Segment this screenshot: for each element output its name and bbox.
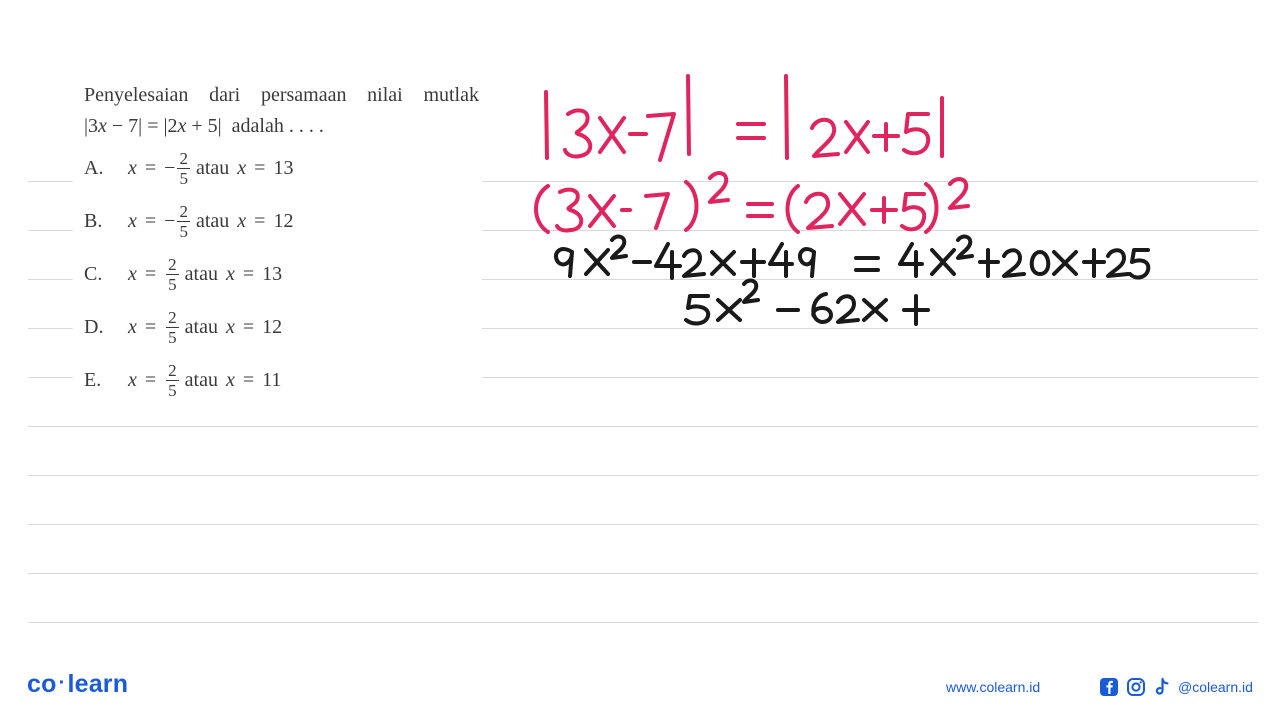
fraction-denominator: 5: [179, 221, 188, 241]
equals-sign: =: [242, 368, 255, 391]
option-value: 13: [273, 156, 294, 179]
fraction-numerator: 2: [168, 360, 177, 380]
option-variable: x: [225, 368, 235, 391]
fraction-denominator: 5: [179, 168, 188, 188]
question-word: nilai: [367, 84, 403, 106]
option-connector: atau: [195, 209, 230, 232]
option-variable: x: [128, 315, 137, 338]
option-variable: x: [128, 368, 137, 391]
equation-part: + 5| adalah . . . .: [186, 115, 324, 137]
equals-sign: =: [144, 315, 157, 338]
fraction-numerator: 2: [168, 307, 177, 327]
option-letter: B.: [84, 209, 103, 232]
option-letter: D.: [84, 315, 104, 338]
fraction-denominator: 5: [168, 274, 177, 294]
option-letter: A.: [84, 156, 104, 179]
option-variable: x: [128, 209, 137, 232]
social-handle[interactable]: @colearn.id: [1178, 679, 1253, 695]
equals-sign: =: [254, 156, 266, 179]
equals-sign: =: [254, 209, 266, 232]
option-value: 13: [262, 262, 283, 285]
fraction-numerator: 2: [179, 148, 188, 168]
fraction-numerator: 2: [179, 201, 188, 221]
logo-text-co: co: [27, 670, 57, 698]
equals-sign: =: [242, 262, 255, 285]
option-variable: x: [225, 315, 235, 338]
equals-sign: =: [144, 262, 157, 285]
fraction-denominator: 5: [168, 380, 177, 400]
option-letter: C.: [84, 262, 103, 285]
option-variable: x: [225, 262, 235, 285]
colearn-logo: [27, 670, 128, 699]
option-value: 12: [262, 315, 283, 338]
question-word: Penyelesaian: [84, 84, 189, 106]
fraction-numerator: 2: [168, 254, 177, 274]
option-value: 12: [273, 209, 294, 232]
handwriting-line-4: [686, 281, 928, 324]
facebook-icon[interactable]: [1099, 677, 1119, 697]
website-link[interactable]: www.colearn.id: [946, 679, 1041, 695]
option-connector: atau: [184, 368, 218, 391]
handwriting-line-3: [556, 237, 1148, 278]
option-variable: x: [128, 262, 137, 285]
option-variable: x: [237, 209, 247, 232]
handwriting-line-1: [546, 76, 942, 160]
equals-sign: =: [242, 315, 255, 338]
option-letter: E.: [84, 368, 102, 391]
option-sign: −: [164, 156, 176, 179]
equation-part: |3: [84, 115, 99, 137]
equation-variable: x: [98, 115, 107, 137]
equals-sign: =: [144, 368, 157, 391]
equation-part: − 7| = |2: [106, 115, 178, 137]
handwriting-line-2: [536, 173, 968, 232]
option-connector: atau: [184, 262, 218, 285]
option-variable: x: [237, 156, 247, 179]
question-word: mutlak: [423, 84, 479, 106]
option-value: 11: [262, 368, 282, 391]
question-word: persamaan: [260, 84, 347, 106]
option-sign: −: [164, 209, 176, 232]
option-connector: atau: [195, 156, 230, 179]
logo-dot: ·: [58, 672, 66, 694]
tiktok-icon[interactable]: [1152, 677, 1172, 697]
logo-text-learn: learn: [67, 670, 129, 698]
equals-sign: =: [144, 209, 157, 232]
option-connector: atau: [184, 315, 218, 338]
option-variable: x: [128, 156, 137, 179]
question-word: dari: [209, 84, 241, 106]
instagram-icon[interactable]: [1126, 677, 1146, 697]
equation-variable: x: [177, 115, 187, 137]
equals-sign: =: [144, 156, 157, 179]
fraction-denominator: 5: [168, 327, 177, 347]
